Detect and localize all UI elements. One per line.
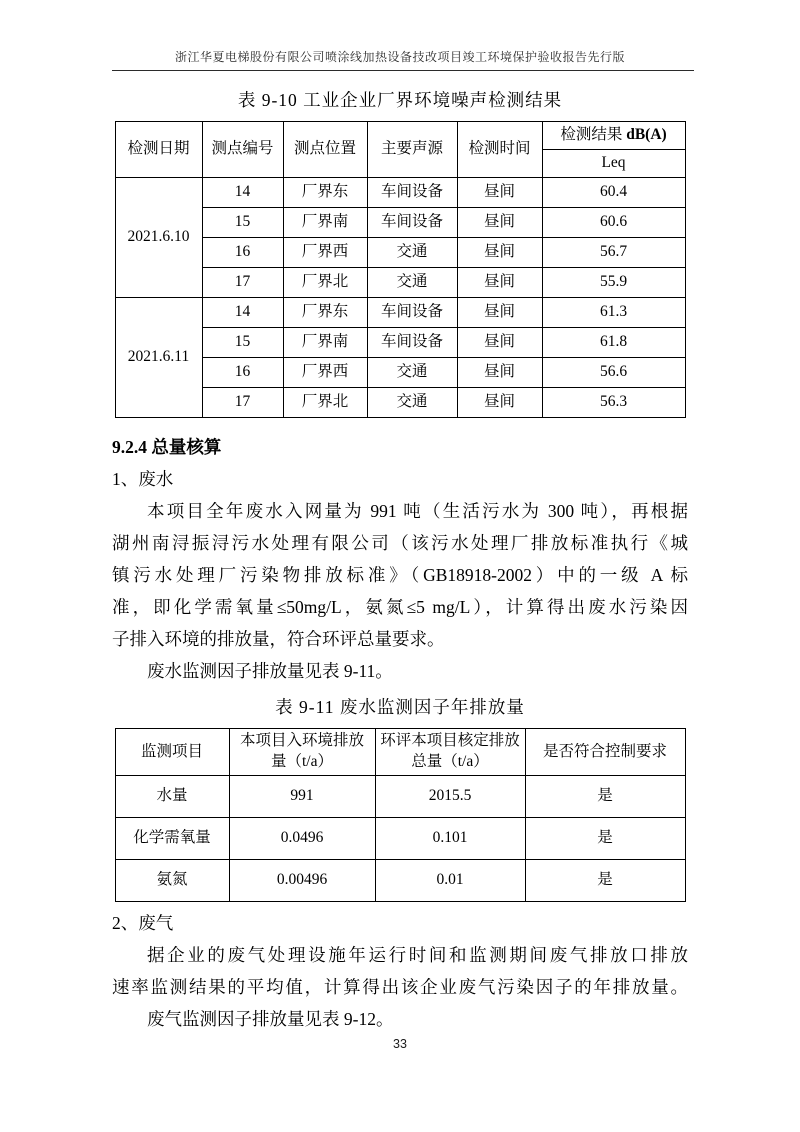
document-page bbox=[112, 0, 688, 1035]
cell: 是 bbox=[525, 776, 685, 818]
paragraph-line: 废气监测因子排放量见表 9-12。 bbox=[147, 1009, 394, 1029]
date-cell: 2021.6.10 bbox=[115, 178, 202, 298]
cell: 昼间 bbox=[457, 388, 542, 418]
cell: 0.0496 bbox=[229, 818, 375, 860]
col-header-location: 测点位置 bbox=[283, 122, 367, 178]
running-head-text: 浙江华夏电梯股份有限公司喷涂线加热设备技改项目竣工环境保护验收报告先行版 bbox=[174, 50, 625, 64]
date-cell: 2021.6.11 bbox=[115, 298, 202, 418]
cell: 昼间 bbox=[457, 328, 542, 358]
noise-table bbox=[115, 121, 686, 418]
col-header-source: 主要声源 bbox=[367, 122, 457, 178]
cell: 2015.5 bbox=[375, 776, 525, 818]
cell: 昼间 bbox=[457, 208, 542, 238]
cell: 61.8 bbox=[542, 328, 685, 358]
cell: 60.6 bbox=[542, 208, 685, 238]
col-header-result bbox=[542, 122, 685, 150]
col-header-point-no: 测点编号 bbox=[202, 122, 283, 178]
col-header-result-cn: 检测结果 bbox=[560, 126, 623, 144]
cell: 昼间 bbox=[457, 178, 542, 208]
running-head bbox=[112, 0, 688, 71]
noise-table-header-row-1 bbox=[115, 122, 685, 150]
table-row bbox=[115, 178, 685, 208]
cell: 昼间 bbox=[457, 238, 542, 268]
table-row bbox=[115, 860, 685, 902]
paragraph-line: 子排入环境的排放量，符合环评总量要求。 bbox=[112, 629, 445, 649]
cell: 车间设备 bbox=[367, 208, 457, 238]
cell: 厂界东 bbox=[283, 298, 367, 328]
cell: 56.3 bbox=[542, 388, 685, 418]
cell: 56.7 bbox=[542, 238, 685, 268]
col-header-compliance: 是否符合控制要求 bbox=[525, 729, 685, 776]
paragraph-line: 废水监测因子排放量见表 9-11。 bbox=[147, 661, 393, 681]
cell: 昼间 bbox=[457, 268, 542, 298]
cell: 车间设备 bbox=[367, 298, 457, 328]
col-header-project-emission: 本项目入环境排放量（t/a） bbox=[229, 729, 375, 776]
col-header-result-unit: dB(A) bbox=[626, 126, 667, 144]
cell: 17 bbox=[202, 388, 283, 418]
cell: 厂界西 bbox=[283, 238, 367, 268]
cell: 车间设备 bbox=[367, 328, 457, 358]
list-item-waste-gas: 2、废气 bbox=[112, 913, 174, 933]
paragraph-line: 准，即化学需氧量≤50mg/L，氨氮≤5 mg/L），计算得出废水污染因 bbox=[112, 597, 688, 617]
noise-table-title: 表 9-10 工业企业厂界环境噪声检测结果 bbox=[237, 90, 563, 110]
cell: 61.3 bbox=[542, 298, 685, 328]
col-header-item: 监测项目 bbox=[115, 729, 229, 776]
cell: 厂界南 bbox=[283, 208, 367, 238]
cell: 厂界东 bbox=[283, 178, 367, 208]
section-heading: 9.2.4 总量核算 bbox=[112, 437, 222, 457]
cell: 交通 bbox=[367, 268, 457, 298]
cell: 昼间 bbox=[457, 358, 542, 388]
cell: 0.00496 bbox=[229, 860, 375, 902]
list-item-wastewater: 1、废水 bbox=[112, 469, 174, 489]
cell: 车间设备 bbox=[367, 178, 457, 208]
cell: 17 bbox=[202, 268, 283, 298]
cell: 55.9 bbox=[542, 268, 685, 298]
paragraph-line: 速率监测结果的平均值，计算得出该企业废气污染因子的年排放量。 bbox=[112, 977, 688, 997]
cell: 厂界南 bbox=[283, 328, 367, 358]
cell: 厂界北 bbox=[283, 388, 367, 418]
col-header-date: 检测日期 bbox=[115, 122, 202, 178]
cell: 厂界西 bbox=[283, 358, 367, 388]
cell: 15 bbox=[202, 328, 283, 358]
running-head-rule bbox=[112, 70, 694, 71]
cell: 是 bbox=[525, 860, 685, 902]
paragraph-line: 湖州南浔振浔污水处理有限公司（该污水处理厂排放标准执行《城 bbox=[112, 533, 688, 553]
cell: 交通 bbox=[367, 238, 457, 268]
wastewater-table-header-row bbox=[115, 729, 685, 776]
table-row bbox=[115, 776, 685, 818]
paragraph-line: 本项目全年废水入网量为 991 吨（生活污水为 300 吨），再根据 bbox=[147, 501, 688, 521]
paragraph-line: 据企业的废气处理设施年运行时间和监测期间废气排放口排放 bbox=[147, 945, 688, 965]
cell: 60.4 bbox=[542, 178, 685, 208]
page-number: 33 bbox=[393, 1037, 407, 1051]
wastewater-table-title: 表 9-11 废水监测因子年排放量 bbox=[275, 697, 525, 717]
cell: 14 bbox=[202, 298, 283, 328]
cell: 15 bbox=[202, 208, 283, 238]
col-header-time: 检测时间 bbox=[457, 122, 542, 178]
cell: 交通 bbox=[367, 358, 457, 388]
cell: 0.101 bbox=[375, 818, 525, 860]
cell: 昼间 bbox=[457, 298, 542, 328]
wastewater-table bbox=[115, 728, 686, 902]
col-header-approved-total: 环评本项目核定排放总量（t/a） bbox=[375, 729, 525, 776]
cell: 991 bbox=[229, 776, 375, 818]
cell: 氨氮 bbox=[115, 860, 229, 902]
cell: 化学需氧量 bbox=[115, 818, 229, 860]
cell: 14 bbox=[202, 178, 283, 208]
col-header-leq: Leq bbox=[542, 150, 685, 178]
cell: 水量 bbox=[115, 776, 229, 818]
cell: 16 bbox=[202, 358, 283, 388]
cell: 厂界北 bbox=[283, 268, 367, 298]
cell: 交通 bbox=[367, 388, 457, 418]
table-row bbox=[115, 818, 685, 860]
cell: 是 bbox=[525, 818, 685, 860]
cell: 16 bbox=[202, 238, 283, 268]
cell: 0.01 bbox=[375, 860, 525, 902]
paragraph-line: 镇污水处理厂污染物排放标准》（GB18918-2002）中的一级 A 标 bbox=[112, 565, 688, 585]
table-row bbox=[115, 298, 685, 328]
cell: 56.6 bbox=[542, 358, 685, 388]
